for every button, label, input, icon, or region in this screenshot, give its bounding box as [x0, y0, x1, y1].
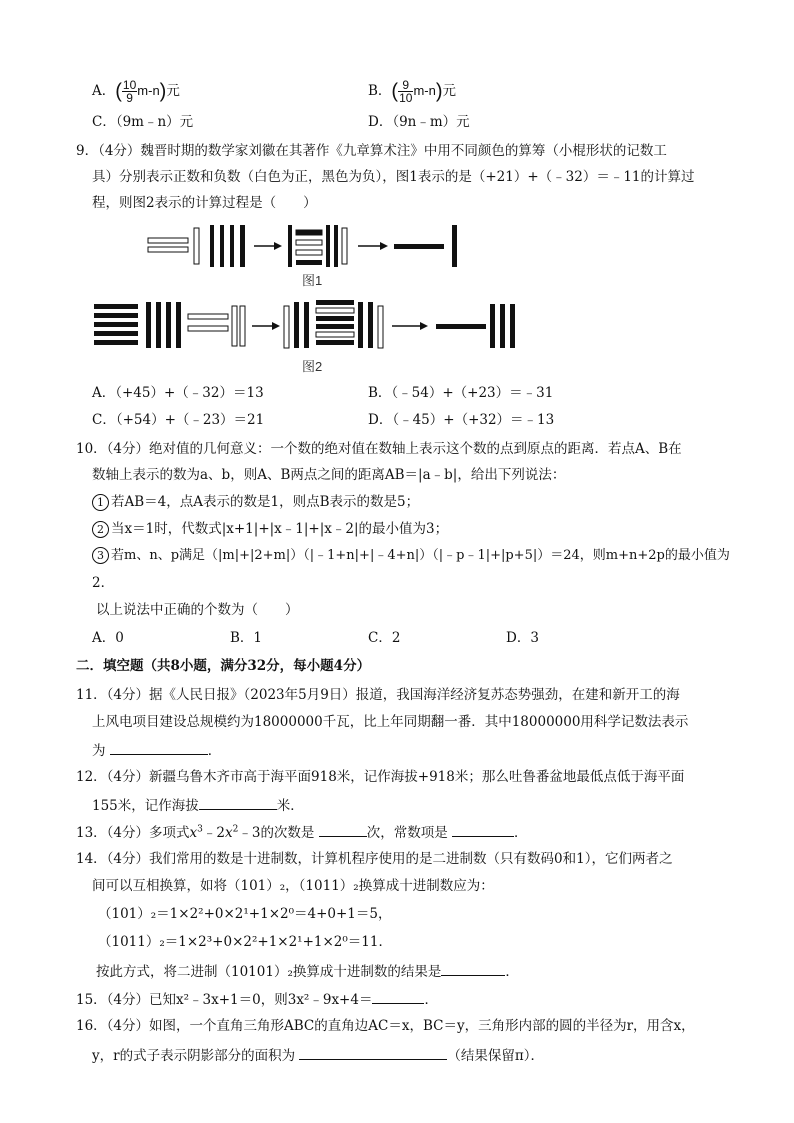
q15-line: 15．（4分）已知x²﹣3x+1＝0，则3x²﹣9x+4＝ ． [76, 989, 438, 1009]
q9-line2: 具）分别表示正数和负数（白色为正，黑色为负），图1表示的是（+21）+（﹣32）＝﹣11的计算过 [92, 169, 695, 185]
q10-line1: 10．（4分）绝对值的几何意义：一个数的绝对值在数轴上表示这个数的点到原点的距离．若点A、B在 [76, 441, 682, 457]
q10-option-d: D．3 [506, 630, 539, 646]
q13-line: 13．（4分）多项式$x^3﹣2x^2﹣3$的次数是 次，常数项是 ． [76, 822, 528, 842]
q15-answer-blank[interactable] [372, 989, 424, 1004]
q8-option-a-label: A． [92, 83, 116, 99]
figure-1-caption: 图1 [302, 273, 323, 288]
q9-option-d: D．（﹣45）+（+32）＝﹣13 [368, 412, 555, 428]
q8-option-b-label: B． [368, 83, 392, 99]
figure-2-caption: 图2 [302, 359, 323, 374]
figure-1-counting-rods [140, 220, 540, 270]
circled-number-2: 2 [92, 521, 109, 538]
q10-question: 以上说法中正确的个数为（ ） [96, 602, 299, 618]
q11-answer-blank[interactable] [110, 740, 208, 755]
q9-option-b: B．（﹣54）+（+23）＝﹣31 [368, 385, 554, 401]
q14-line2: 间可以互相换算，如将（101）₂，（1011）₂换算成十进制数应为： [92, 878, 494, 894]
fraction: $\frac{10}{9}$ [122, 78, 137, 105]
q14-line4: （1011）₂＝1×2³+0×2²+1×2¹+1×2⁰＝11． [98, 934, 392, 950]
q10-line2: 数轴上表示的数为a、b，则A、B两点之间的距离AB＝|a﹣b|，给出下列说法： [92, 467, 566, 483]
q14-line5: 按此方式，将二进制（10101）₂换算成十进制数的结果是 ． [96, 961, 519, 981]
q16-answer-blank[interactable] [299, 1045, 447, 1060]
q8-option-c: C．（9m﹣n）元 [92, 114, 194, 130]
q10-item1: 1 若AB＝4，点A表示的数是1，则点B表示的数是5； [92, 493, 419, 511]
q16-line1: 16．（4分）如图，一个直角三角形ABC的直角边AC＝x，BC＝y，三角形内部的圆的半径为r，用含x， [76, 1018, 695, 1034]
q8-option-d: D．（9n﹣m）元 [368, 114, 470, 130]
q9-line1: 9．（4分）魏晋时期的数学家刘徽在其著作《九章算术注》中用不同颜色的算筹（小棍形状的记数工 [76, 143, 667, 159]
q11-line2: 上风电项目建设总规模约为18000000千瓦，比上年同期翻一番．其中18000000用科学记数法表示 [92, 714, 689, 730]
circled-number-1: 1 [92, 494, 109, 511]
circled-number-3: 3 [92, 547, 109, 564]
q12-line2: 155米，记作海拔 米． [92, 795, 304, 815]
q9-line3: 程，则图2表示的计算过程是（ ） [92, 195, 317, 211]
q10-option-b: B．1 [230, 630, 263, 646]
q8-option-a: A．( $\frac{10}{9}$ m-n)元 [92, 78, 180, 105]
q16-line2: y，r的式子表示阴影部分的面积为 （结果保留π）． [92, 1045, 544, 1065]
section-2-title: 二．填空题（共8小题，满分32分，每小题4分） [76, 658, 371, 674]
q8-option-b: B．( $\frac{9}{10}$ m-n)元 [368, 78, 457, 105]
q13-degree-blank[interactable] [319, 822, 367, 837]
q10-item3: 3 若m、n、p满足（|m|+|2+m|）（|﹣1+n|+|﹣4+n|）（|﹣p﹣1|+|p+5|）＝24，则m+n+2p的最小值为 [92, 547, 730, 565]
fraction: $\frac{9}{10}$ [399, 78, 413, 105]
q12-line1: 12．（4分）新疆乌鲁木齐市高于海平面918米，记作海拔+918米；那么吐鲁番盆地最低点低于海平面 [76, 769, 685, 785]
q10-option-c: C．2 [368, 630, 401, 646]
q14-answer-blank[interactable] [441, 961, 505, 976]
q11-line1: 11．（4分）据《人民日报》（2023年5月9日）报道，我国海洋经济复苏态势强劲，在建和新开工的海 [76, 687, 680, 703]
q10-item2: 2 当x＝1时，代数式|x+1|+|x﹣1|+|x﹣2|的最小值为3； [92, 520, 448, 538]
q9-option-c: C．（+54）+（﹣23）＝21 [92, 412, 265, 428]
q13-polynomial: $x^3﹣2x^2﹣3$ [189, 824, 261, 841]
q10-option-a: A．0 [92, 630, 124, 646]
q9-option-a: A．（+45）+（﹣32）＝13 [92, 385, 264, 401]
q11-line3: 为 ． [92, 740, 221, 760]
q12-answer-blank[interactable] [199, 795, 277, 810]
q10-item3-cont: 2． [92, 575, 115, 591]
q14-line1: 14．（4分）我们常用的数是十进制数，计算机程序使用的是二进制数（只有数码0和1），它们两者之 [76, 851, 673, 867]
q13-constant-blank[interactable] [452, 822, 514, 837]
q14-line3: （101）₂＝1×2²+0×2¹+1×2⁰＝4+0+1＝5， [98, 906, 392, 922]
figure-2-counting-rods [90, 298, 530, 354]
